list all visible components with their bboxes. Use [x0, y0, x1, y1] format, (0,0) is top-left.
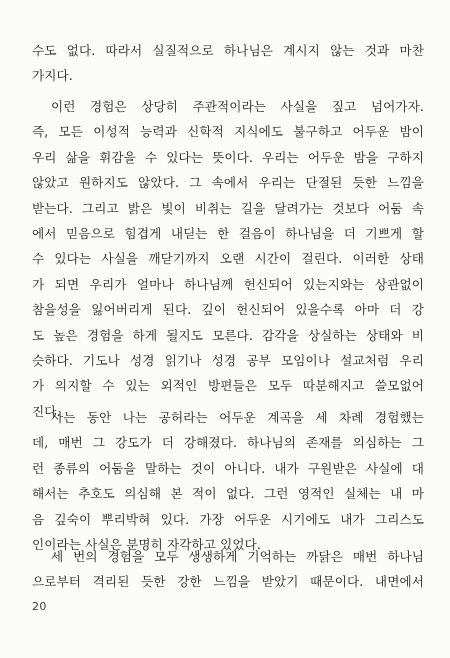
text-line: 않았고 원하지도 않았다. 그 속에서 우리는 단절된 듯한 느낌을: [32, 175, 424, 191]
paragraph-2: [32, 94, 424, 424]
text-line: 에서 믿음으로 힘겹게 내딛는 한 걸음이 하나님을 더 기쁘게 할: [32, 225, 424, 241]
text-line: 수 있다는 사실을 깨닫기까지 오랜 시간이 걸린다. 이러한 상태: [32, 251, 424, 267]
text-line: 인이라는 사실은 분명히 자각하고 있었다.: [32, 536, 262, 552]
text-line: 사는 동안 나는 공허라는 어두운 계곡을 세 차례 경험했는: [51, 410, 424, 425]
text-line: 우리 삶을 휘감을 수 있다는 뜻이다. 우리는 어두운 밤을 구하지: [32, 149, 424, 165]
text-line: 가 되면 우리가 얼마나 하나님께 헌신되어 있는지와는 상관없이: [32, 276, 424, 292]
text-line: 가지다.: [32, 68, 73, 84]
text-line: 슷하다. 기도나 성경 읽기나 성경 공부 모임이나 설교처럼 우리: [32, 352, 424, 368]
text-line: 이런 경험은 상당히 주관적이라는 사실을 짚고 넘어가자.: [51, 99, 424, 114]
text-line: 참을성을 잃어버리게 된다. 깊이 헌신되어 있을수록 아마 더 강: [32, 302, 424, 318]
text-line: 으로부터 격리된 듯한 강한 느낌을 받았기 때문이다. 내면에서: [32, 574, 424, 590]
text-line: 세 번의 경험을 모두 생생하게 기억하는 까닭은 매번 하나님: [51, 549, 424, 564]
text-line: 수도 없다. 따라서 실질적으로 하나님은 계시지 않는 것과 마찬: [32, 43, 424, 58]
text-line: 런 종류의 어둠을 말하는 것이 아니다. 내가 구원받은 사실에 대: [32, 460, 424, 476]
paragraph-3: [32, 405, 424, 557]
text-line: 받는다. 그리고 밝은 빛이 비취는 길을 달려가는 것보다 어둠 속: [32, 200, 424, 216]
text-line: 진다.: [32, 403, 61, 419]
text-line: 해서는 추호도 의심해 본 적이 없다. 그런 영적인 실체는 내 마: [32, 486, 424, 502]
text-line: 음 깊숙이 뿌리박혀 있다. 가장 어두운 시기에도 내가 그리스도: [32, 511, 424, 527]
page-number: 20: [32, 600, 47, 613]
paragraph-1: [32, 38, 424, 89]
paragraph-4: [32, 544, 424, 595]
text-line: 데, 매번 그 강도가 더 강해졌다. 하나님의 존재를 의심하는 그: [32, 435, 424, 451]
text-line: 즉, 모든 이성적 능력과 신학적 지식에도 불구하고 어두운 밤이: [32, 124, 424, 140]
text-line: 도 높은 경험을 하게 될지도 모른다. 감각을 상실하는 상태와 비: [32, 327, 424, 343]
text-line: 가 의지할 수 있는 외적인 방편들은 모두 따분해지고 쓸모없어: [32, 378, 424, 394]
